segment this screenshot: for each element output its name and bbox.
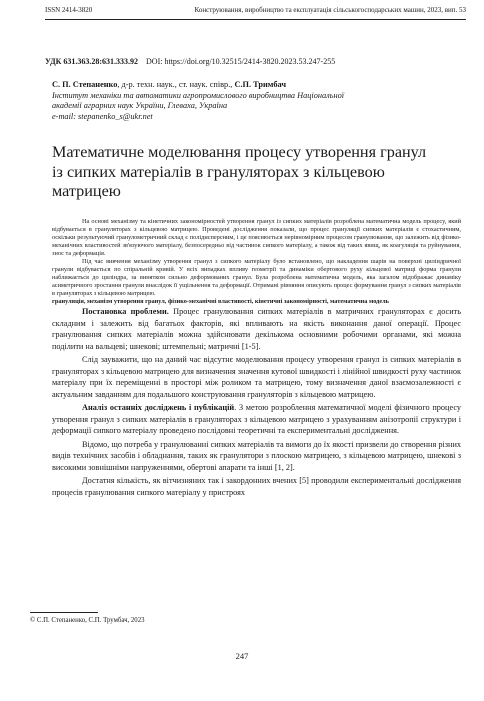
abstract-paragraph-1: На основі механізму та кінетичних закономірностей утворення гранул із сипких матеріалів розроблена математична модель процесу, який відбувається в грануляторах з кільцевою матрицею. Проведені дослідження показали, що процес грануляції сипких матеріалів є стохастичним, оскільки результуючий гранулометричний склад є полідисперсним, і це пояснюється нерівномірним процесом гранулювання, що залежить від фізико-механічних властивостей зв'язуючого матеріалу, безпосередньо від частинок сипкого матеріалу, а також від таких явищ, як коагуляція та руйнування, знос та деформація.	[52, 218, 461, 258]
copyright-footnote: © С.П. Степаненко, С.П. Трумбач, 2023	[30, 617, 145, 624]
abstract	[52, 218, 461, 307]
article-title: Математичне моделювання процесу утворення гранул із сипких матеріалів в грануляторах з кільцевою матрицею	[52, 143, 427, 200]
author-name-1: С. П. Степаненко	[52, 80, 118, 89]
affiliation-line-1: Інститут механіки та автоматики агропромислового виробництва Національної	[52, 90, 345, 100]
body-text: Процес гранулювання сипких матеріалів в матричних грануляторах є досить складним і залежить від багатьох факторів, які впливають на якість виконання даної операції. Процес гранулювання сипких матеріалів можна здійснювати декількома основними робочими органами, які можна поділити на вальцеві; шнекові; штемпельні; матричні [1-5].	[52, 307, 461, 351]
footnote-rule	[30, 612, 98, 613]
udk-code: УДК 631.363.28:631.333.92	[45, 57, 139, 66]
author-name-2: С.П. Тримбач	[234, 80, 287, 89]
author-block	[52, 80, 466, 122]
doi-link[interactable]: DOI: https://doi.org/10.32515/2414-3820.2023.53.247-255	[146, 57, 336, 66]
header-rule	[45, 19, 466, 20]
article-body	[52, 306, 461, 500]
body-paragraph-5: Достатня кількість, як вітчизняних так і закордонних вчених [5] проводили експериментальні дослідження процесів гранулювання сипкого матеріалу у пристроях	[52, 476, 461, 497]
author-email[interactable]: e-mail: stepanenko_s@ukr.net	[52, 111, 153, 121]
affiliation-line-2: академії аграрних наук України, Глеваха, Україна	[52, 101, 228, 111]
udk-doi-line	[45, 57, 466, 66]
keywords: грануляція, механізм утворення гранул, фізико-механічні властивості, кінетичні закономірності, математична модель	[52, 298, 390, 306]
running-header	[45, 6, 466, 14]
body-text: . З метою розроблення математичної моделі фізичного процесу утворення гранул з сипких матеріалів в грануляторах з кільцевою матрицею з урахуванням анізотропії структури і деформації сипкого матеріалу проведено послідовні теоретичні та експериментальні дослідження.	[52, 403, 462, 435]
body-paragraph-2: Слід зауважити, що на даний час відсутнє моделювання процесу утворення гранул із сипких матеріалів в грануляторах з кільцевою матрицею для визначення значення кутової швидкості і лінійної швидкості руху частинок матеріалу при їх переміщенні в просторі між роликом та матрицею, тому визначення даної взаємозалежності є актуальним завданням для подальшого конструювання грануляторів з кільцевою матрицею.	[52, 355, 461, 399]
section-heading-problem: Постановка проблеми.	[82, 307, 169, 316]
issn: ISSN 2414-3820	[45, 6, 93, 14]
journal-title: Конструювання, виробництво та експлуатація сільськогосподарських машин, 2023, вип. 53	[194, 6, 466, 14]
abstract-paragraph-2: Під час вивчення механізму утворення гранул з сипкого матеріалу було встановлено, що накладення шарів на поверхні циліндричної гранули відбувається по спіральній кривій. У всіх випадках впливу геометрії та динаміки обертового руху кільцевої матриці форма гранули наближається до циліндра, за винятком сильно деформованих гранул. Була розроблена математична модель, яка загалом відображає динаміку асиметричного зростання гранули внаслідок її ущільнення та деформації. Отримані рівняння описують процес формування гранул з сипких матеріалів в грануляторах з кільцевою матрицею.	[52, 258, 461, 298]
section-heading-analysis: Аналіз останніх досліджень і публікацій	[82, 403, 235, 412]
page-number: 247	[235, 651, 249, 661]
body-paragraph-analysis	[52, 402, 461, 437]
author-credentials: , д-р. техн. наук., ст. наук. співр.,	[117, 80, 235, 89]
body-paragraph-problem	[52, 306, 461, 352]
body-paragraph-4: Відомо, що потреба у гранулюванні сипких матеріалів та вимоги до їх якості призвели до створення різних видів технічних засобів і обладнання, таких як гранулятори з плоскою матрицею, з кільцевою матрицею, шнекові з високими зовнішніми напруженнями, обертові апарати та інші [1, 2].	[52, 439, 461, 472]
